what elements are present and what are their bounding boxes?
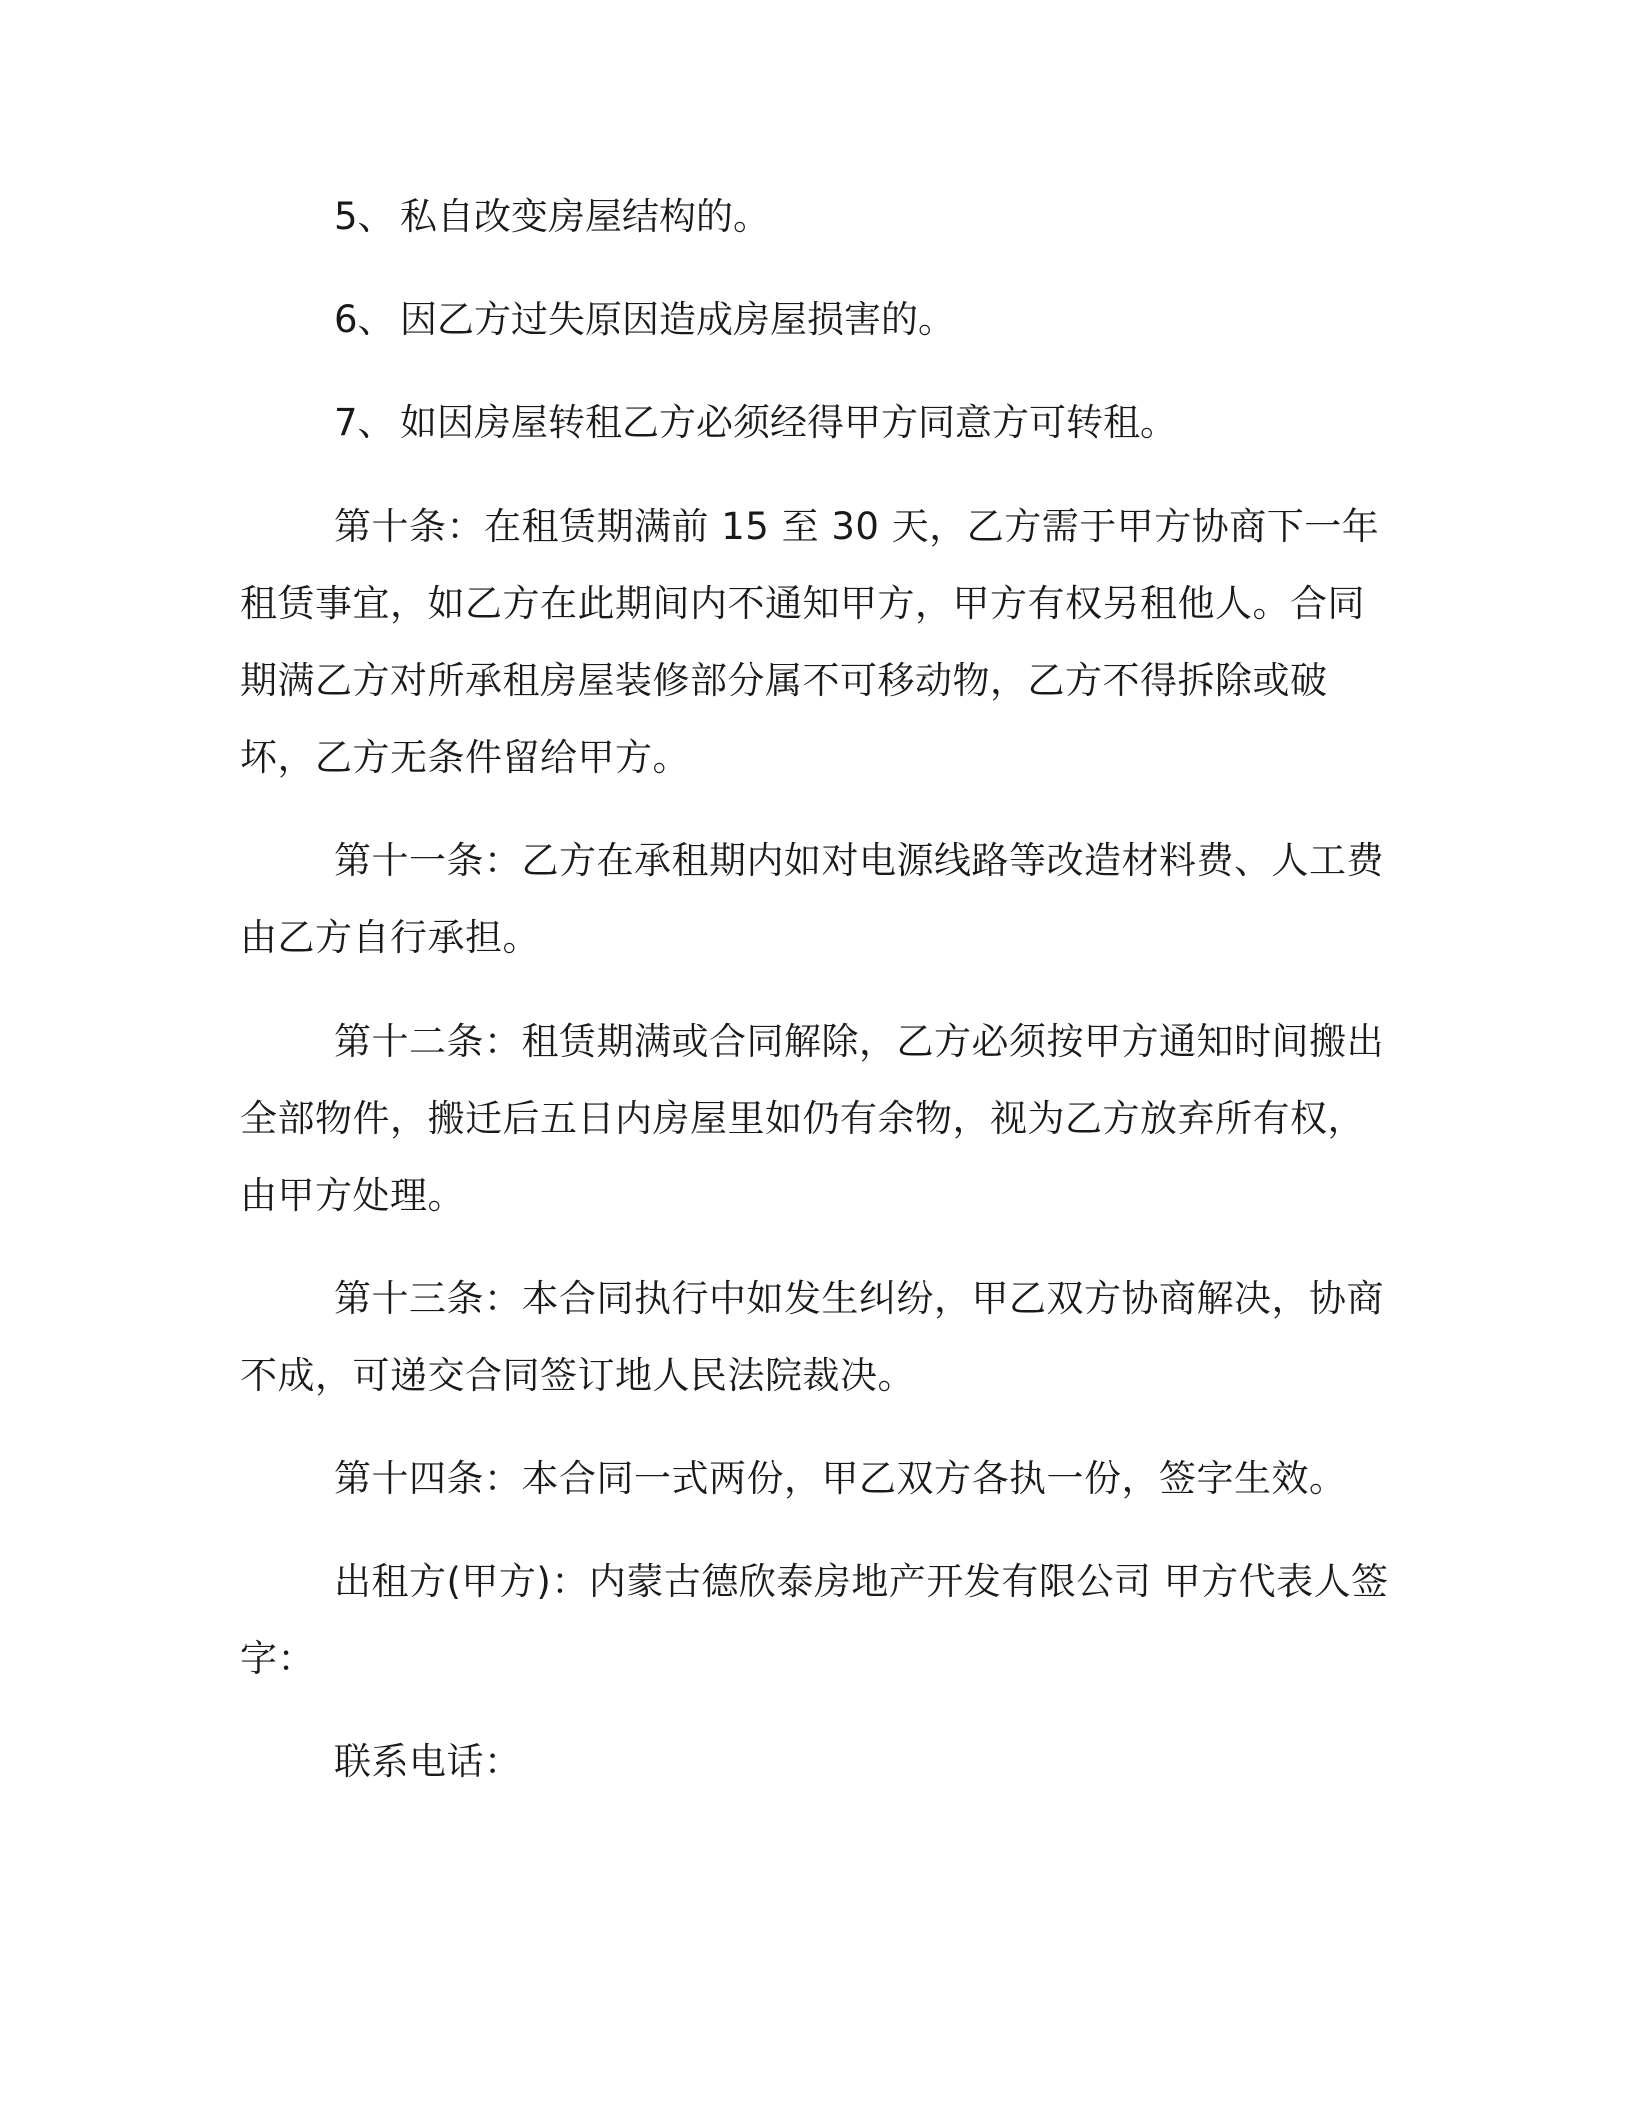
article-13: 第十三条：本合同执行中如发生纠纷，甲乙双方协商解决，协商不成，可递交合同签订地人民法院裁决。	[240, 1277, 1384, 1397]
item-text: 私自改变房屋结构的。	[400, 195, 770, 238]
list-item	[334, 384, 1177, 461]
item-number: 5、	[334, 195, 395, 238]
item-number: 6、	[334, 298, 395, 341]
list-item	[334, 281, 955, 358]
lessor-signature-line: 出租方(甲方)：内蒙古德欣泰房地产开发有限公司 甲方代表人签字：	[240, 1560, 1389, 1680]
article-14: 第十四条：本合同一式两份，甲乙双方各执一份，签字生效。	[334, 1457, 1347, 1500]
item-text: 如因房屋转租乙方必须经得甲方同意方可转租。	[400, 401, 1177, 444]
article-10: 第十条：在租赁期满前 15 至 30 天，乙方需于甲方协商下一年租赁事宜，如乙方在此期间内不通知甲方，甲方有权另租他人。合同期满乙方对所承租房屋装修部分属不可移动物，乙方不得拆除或破坏，乙方无条件留给甲方。	[240, 505, 1380, 779]
item-number: 7、	[334, 401, 395, 444]
list-item	[334, 178, 770, 255]
item-text: 因乙方过失原因造成房屋损害的。	[400, 298, 955, 341]
contact-phone-line: 联系电话：	[334, 1740, 522, 1783]
article-12: 第十二条：租赁期满或合同解除，乙方必须按甲方通知时间搬出全部物件，搬迁后五日内房屋里如仍有余物，视为乙方放弃所有权，由甲方处理。	[240, 1020, 1384, 1217]
article-11: 第十一条：乙方在承租期内如对电源线路等改造材料费、人工费由乙方自行承担。	[240, 839, 1384, 959]
